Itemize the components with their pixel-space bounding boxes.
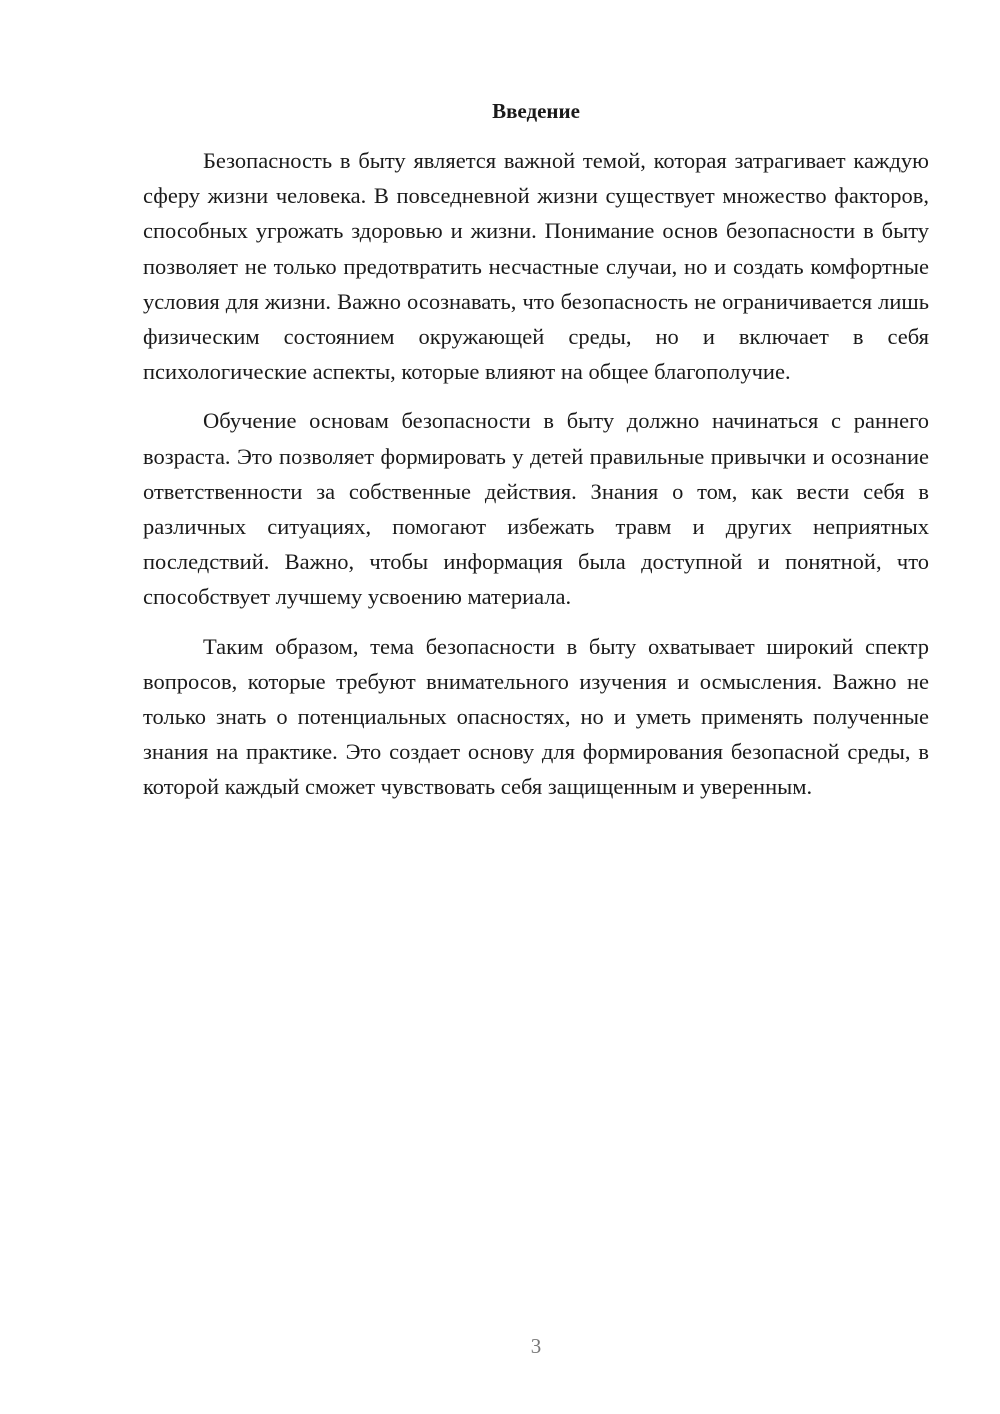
paragraph-3: Таким образом, тема безопасности в быту охватывает широкий спектр вопросов, которые требуют внимательного изучения и осмысления. Важно не только знать о потенциальных опасностях, но и уметь применять полученные знания на практике. Это создает основу для формирования безопасной среды, в которой каждый сможет чувствовать себя защищенным и уверенным. — [143, 633, 929, 800]
section-title: Введение — [492, 99, 580, 123]
page-number: 3 — [530, 1334, 542, 1358]
paragraph-2: Обучение основам безопасности в быту должно начинаться с раннего возраста. Это позволяет формировать у детей правильные привычки и осознание ответственности за собственные действия. Знания о том, как вести себя в различных ситуациях, помогают избежать травм и других неприятных последствий. Важно, чтобы информация была доступной и понятной, что способствует лучшему усвоению материала. — [143, 408, 929, 610]
paragraph-1: Безопасность в быту является важной темой, которая затрагивает каждую сферу жизни человека. В повседневной жизни существует множество факторов, способных угрожать здоровью и жизни. Понимание основ безопасности в быту позволяет не только предотвратить несчастные случаи, но и создать комфортные условия для жизни. Важно осознавать, что безопасность не ограничивается лишь физическим состоянием окружающей среды, но и включает в себя психологические аспекты, которые влияют на общее благополучие. — [143, 148, 929, 385]
body-text — [143, 143, 929, 819]
